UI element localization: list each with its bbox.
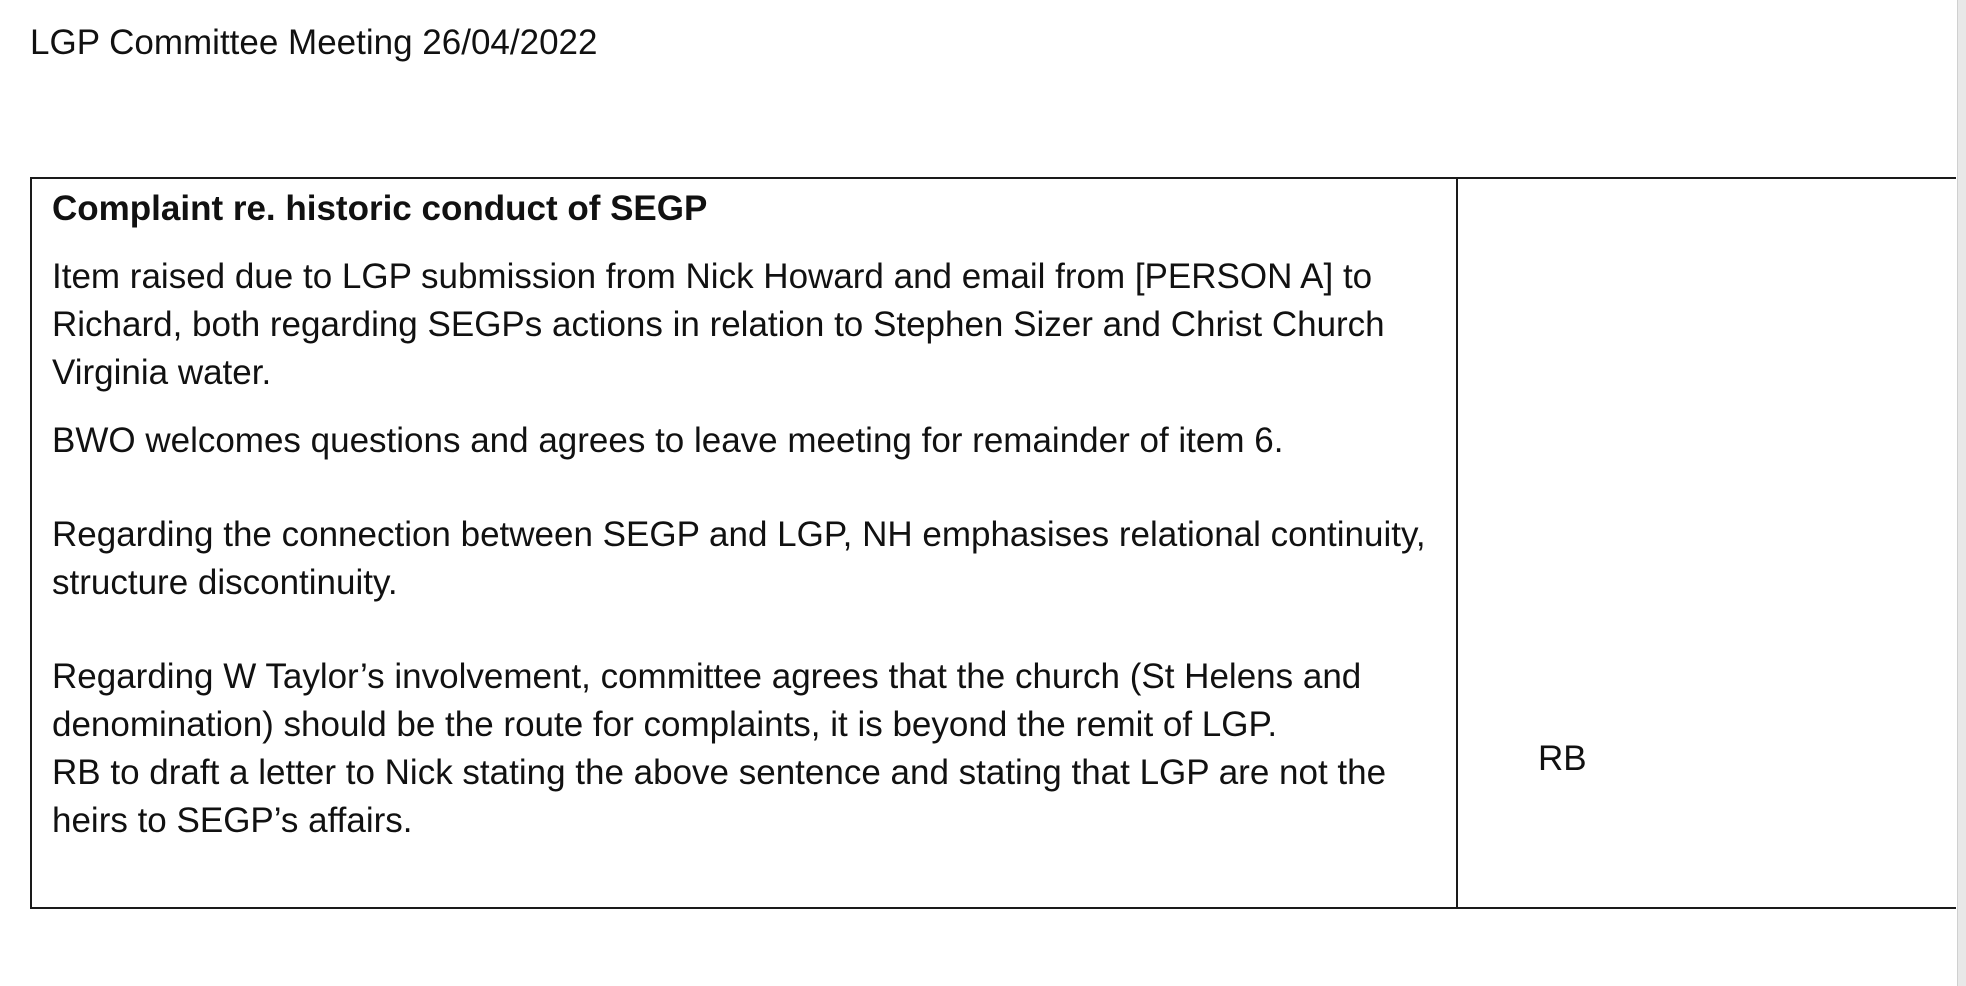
action-owner-cell: RB (1538, 739, 1587, 778)
paragraph-spacer (52, 397, 1442, 417)
item-heading: Complaint re. historic conduct of SEGP (52, 189, 708, 228)
paragraph-spacer (52, 607, 1442, 653)
item-paragraph-submission: Item raised due to LGP submission from Nick Howard and email from [PERSON A] to Richard, both regarding SEGPs actions in relation to Stephen Sizer and Christ Church Virginia water. (52, 257, 1385, 392)
page-title: LGP Committee Meeting 26/04/2022 (30, 23, 598, 62)
column-divider (1456, 179, 1458, 907)
window-edge-scrollbar[interactable] (1957, 0, 1966, 986)
item-paragraph-taylor: Regarding W Taylor’s involvement, committee agrees that the church (St Helens and denomination) should be the route for complaints, it is beyond the remit of LGP. (52, 657, 1362, 744)
item-paragraph-action: RB to draft a letter to Nick stating the above sentence and stating that LGP are not the heirs to SEGP’s affairs. (52, 753, 1387, 840)
paragraph-spacer (52, 465, 1442, 511)
item-paragraph-connection: Regarding the connection between SEGP and LGP, NH emphasises relational continuity, structure discontinuity. (52, 515, 1426, 602)
minutes-table (30, 177, 1956, 909)
item-description-cell (52, 185, 1442, 845)
item-paragraph-bwo: BWO welcomes questions and agrees to leave meeting for remainder of item 6. (52, 421, 1284, 460)
